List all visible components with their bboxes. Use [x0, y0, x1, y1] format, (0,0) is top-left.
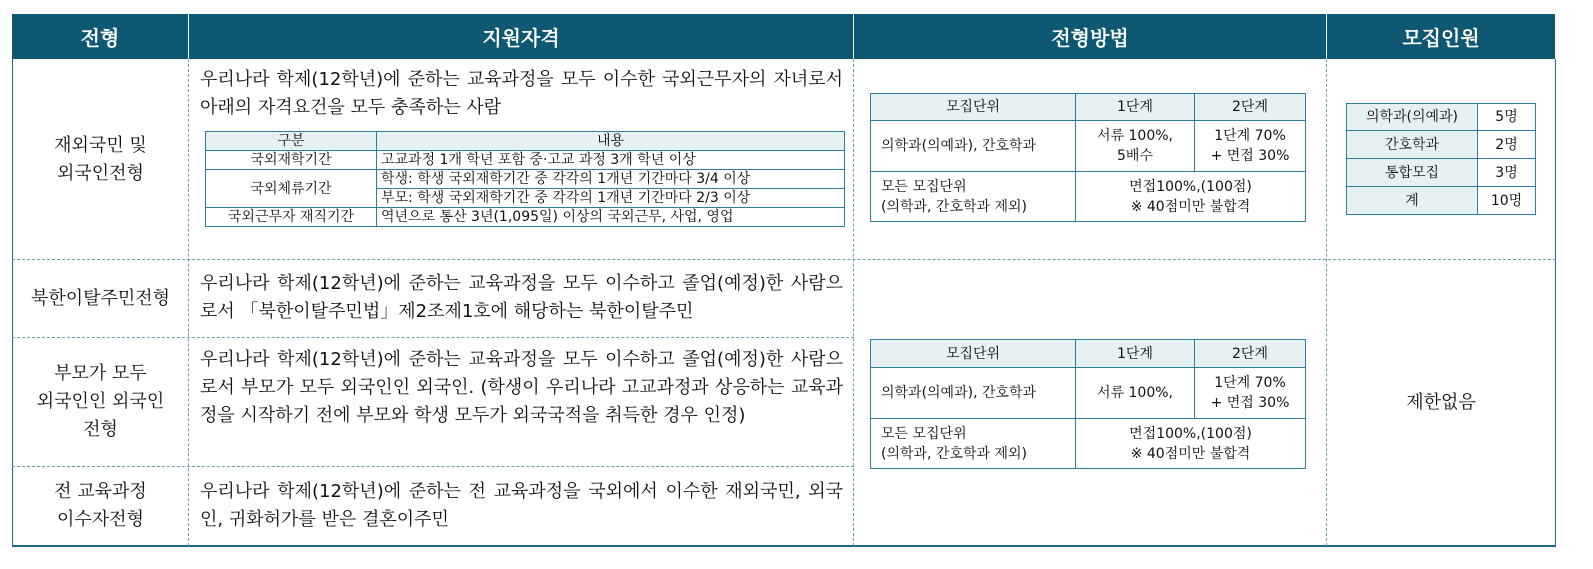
header-type-label: 전형 — [80, 26, 120, 50]
col-divider-2 — [853, 59, 854, 546]
requirements-header-category: 구분 — [206, 132, 377, 151]
row3-qualification: 우리나라 학제(12학년)에 준하는 교육과정을 모두 이수하고 졸업(예정)한 사람으로서 부모가 모두 외국인인 외국인. (학생이 우리나라 고교과정과 상응하는 교육과정을 시작하기 전에 부모와 학생 모두가 외국국적을 취득한 경우 인정) — [200, 349, 843, 426]
header-quota-label: 모집인원 — [1402, 26, 1480, 50]
method-header-stage1: 1단계 — [1076, 340, 1195, 368]
requirements-label: 국외재학기간 — [206, 151, 377, 170]
quota-label: 계 — [1347, 187, 1478, 215]
header-method — [854, 14, 1326, 59]
method-header-stage2: 2단계 — [1195, 340, 1306, 368]
requirements-header-content: 내용 — [377, 132, 845, 151]
method-stage2: 1단계 70% + 면접 30% — [1195, 368, 1306, 419]
col-divider-1 — [188, 59, 189, 546]
requirements-content: 부모: 학생 국외재학기간 중 각각의 1개년 기간마다 2/3 이상 — [377, 189, 845, 208]
row4-qualification: 우리나라 학제(12학년)에 준하는 전 교육과정을 국외에서 이수한 재외국민, 외국인, 귀화허가를 받은 결혼이주민 — [200, 481, 843, 530]
quota-value: 2명 — [1478, 131, 1536, 159]
table-border-bottom — [12, 545, 1556, 547]
header-method-label: 전형방법 — [1051, 26, 1129, 50]
method-stage1: 서류 100%, 5배수 — [1076, 121, 1195, 172]
row-divider-1 — [12, 259, 1556, 260]
method-unit: 의학과(의예과), 간호학과 — [871, 121, 1076, 172]
method-header-unit: 모집단위 — [871, 340, 1076, 368]
requirements-content: 학생: 학생 국외재학기간 중 각각의 1개년 기간마다 3/4 이상 — [377, 170, 845, 189]
row4-type: 전 교육과정 이수자전형 — [54, 481, 147, 530]
header-quota — [1327, 14, 1555, 59]
method-table-1 — [870, 93, 1306, 222]
requirements-label: 국외근무자 재직기간 — [206, 208, 377, 227]
quota-label: 의학과(의예과) — [1347, 104, 1478, 131]
row1-type: 재외국민 및 외국인전형 — [54, 134, 147, 184]
method-header-stage1: 1단계 — [1076, 94, 1195, 121]
row3-type: 부모가 모두 외국인인 외국인 전형 — [36, 363, 165, 440]
method-merged: 면접100%,(100점) ※ 40점미만 불합격 — [1076, 419, 1306, 469]
method-stage1: 서류 100%, — [1076, 368, 1195, 419]
method-table-2 — [870, 339, 1306, 469]
quota-value: 5명 — [1478, 104, 1536, 131]
quota-value: 10명 — [1478, 187, 1536, 215]
requirements-content: 고교과정 1개 학년 포함 중·고교 과정 3개 학년 이상 — [377, 151, 845, 170]
header-type — [12, 14, 188, 59]
quota-unlimited: 제한없음 — [1406, 391, 1476, 413]
requirements-table — [205, 131, 845, 227]
method-unit: 모든 모집단위 (의학과, 간호학과 제외) — [871, 419, 1076, 469]
quota-table — [1346, 103, 1536, 215]
table-border-right — [1555, 59, 1556, 546]
method-unit: 모든 모집단위 (의학과, 간호학과 제외) — [871, 172, 1076, 222]
row2-qualification: 우리나라 학제(12학년)에 준하는 교육과정을 모두 이수하고 졸업(예정)한 사람으로서 「북한이탈주민법」제2조제1호에 해당하는 북한이탈주민 — [200, 273, 843, 322]
quota-label: 통합모집 — [1347, 159, 1478, 187]
header-qualification-label: 지원자격 — [482, 26, 560, 50]
row2-type: 북한이탈주민전형 — [30, 287, 171, 309]
quota-value: 3명 — [1478, 159, 1536, 187]
method-header-unit: 모집단위 — [871, 94, 1076, 121]
header-qualification — [189, 14, 853, 59]
requirements-label: 국외체류기간 — [206, 170, 377, 208]
method-merged: 면접100%,(100점) ※ 40점미만 불합격 — [1076, 172, 1306, 222]
method-header-stage2: 2단계 — [1195, 94, 1306, 121]
row1-qualification: 우리나라 학제(12학년)에 준하는 교육과정을 모두 이수한 국외근무자의 자녀로서 아래의 자격요건을 모두 충족하는 사람 — [200, 69, 843, 118]
method-stage2: 1단계 70% + 면접 30% — [1195, 121, 1306, 172]
method-unit: 의학과(의예과), 간호학과 — [871, 368, 1076, 419]
quota-label: 간호학과 — [1347, 131, 1478, 159]
requirements-content: 역년으로 통산 3년(1,095일) 이상의 국외근무, 사업, 영업 — [377, 208, 845, 227]
